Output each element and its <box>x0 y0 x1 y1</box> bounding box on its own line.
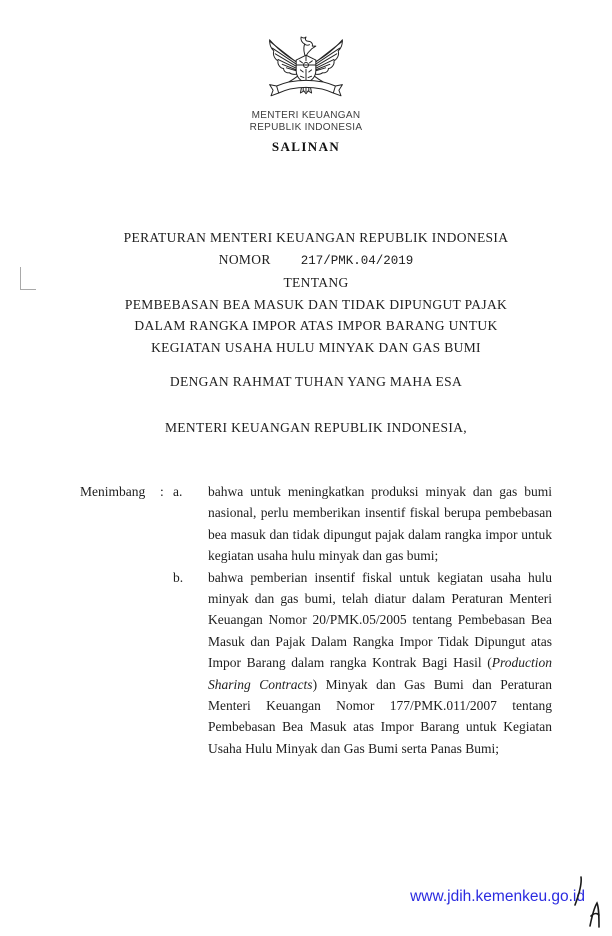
menimbang-section <box>80 481 552 759</box>
subject-line-3: KEGIATAN USAHA HULU MINYAK DAN GAS BUMI <box>151 339 481 355</box>
issuer-line: MENTERI KEUANGAN REPUBLIK INDONESIA, <box>164 420 468 435</box>
item-marker: a. <box>173 484 183 499</box>
item-text: bahwa untuk meningkatkan produksi minyak dan gas bumi nasional, perlu memberikan insentif fiskal berupa pembebasan bea masuk dan tidak dipungut pajak dalam rangka impor untuk kegiatan usaha hulu minyak dan gas bumi; <box>208 484 552 564</box>
jdih-kemenkeu-link[interactable]: www.jdih.kemenkeu.go.id <box>410 888 585 905</box>
item-text-italic: Production Sharing Contracts <box>208 655 552 692</box>
ministry-name-line1: MENTERI KEUANGAN <box>251 110 361 121</box>
menimbang-items <box>173 481 552 759</box>
regulation-title-line: PERATURAN MENTERI KEUANGAN REPUBLIK INDONESIA <box>123 230 509 245</box>
scan-corner-mark <box>20 267 36 290</box>
ministry-name-line2: REPUBLIK INDONESIA <box>249 122 363 133</box>
copy-stamp-label: SALINAN <box>271 139 341 154</box>
document-header <box>0 24 612 155</box>
garuda-pancasila-emblem <box>264 24 348 106</box>
menimbang-label: Menimbang <box>80 484 146 499</box>
invocation-line: DENGAN RAHMAT TUHAN YANG MAHA ESA <box>169 374 463 389</box>
item-text-segment: ) Minyak dan Gas Bumi dan Peraturan Menteri Keuangan Nomor 177/PMK.011/2007 tentang Pembebasan Bea Masuk atas Impor Barang untuk Kegiatan Usaha Hulu Minyak dan Gas Bumi serta Panas Bumi; <box>208 676 553 756</box>
regulation-title-block <box>80 227 552 358</box>
subject-line-2: DALAM RANGKA IMPOR ATAS IMPOR BARANG UNTUK <box>134 318 498 333</box>
item-text-segment: bahwa pemberian insentif fiskal untuk kegiatan usaha hulu minyak dan gas bumi, telah diatur dalam Peraturan Menteri Keuangan Nomor 20/PMK.05/2005 tentang Pembebasan Bea Masuk dan Pajak Dalam Rangka Impor Tidak Dipungut atas Impor Barang dalam rangka Kontrak Bagi Hasil ( <box>208 569 552 671</box>
item-text <box>208 567 552 760</box>
menimbang-item-a <box>173 481 552 567</box>
menimbang-colon: : <box>160 484 164 499</box>
tentang-label: TENTANG <box>283 275 349 290</box>
nomor-label: NOMOR <box>218 251 271 267</box>
nomor-value: 217/PMK.04/2019 <box>300 253 414 268</box>
subject-line-1: PEMBEBASAN BEA MASUK DAN TIDAK DIPUNGUT PAJAK <box>124 296 508 312</box>
regulation-number-line <box>80 249 552 273</box>
menimbang-item-b <box>173 567 552 760</box>
item-marker: b. <box>173 569 184 585</box>
